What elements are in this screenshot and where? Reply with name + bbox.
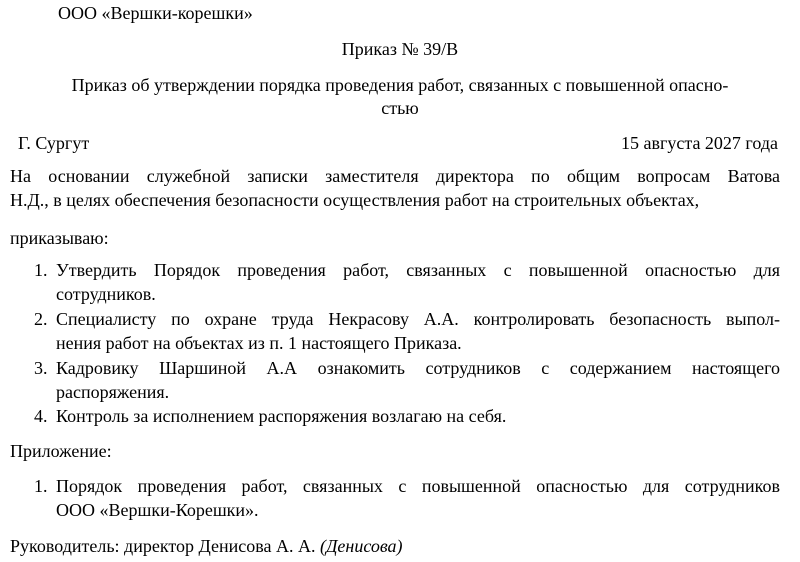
list-item-number: 1. xyxy=(34,260,48,280)
list-item-line-1: Кадровику Шаршиной А.А ознакомить сотрудников с содержанием настоящего xyxy=(56,358,780,378)
city: Г. Сургут xyxy=(18,133,90,153)
appendix-item-line-1: Порядок проведения работ, связанных с повышенной опасностью для сотрудников xyxy=(56,476,780,496)
signature-handwritten: (Денисова) xyxy=(319,536,403,556)
list-item-line-1: Специалисту по охране труда Некрасову А.А. контролировать безопасность выпол- xyxy=(56,309,780,329)
appendix-item-line-2: ООО «Вершки-Корешки». xyxy=(56,500,259,520)
order-number: Приказ № 39/В xyxy=(341,39,459,59)
order-date: 15 августа 2027 года xyxy=(621,133,778,153)
list-item-number: 4. xyxy=(34,406,48,426)
list-item-line-2: нения работ на объектах из п. 1 настоящего Приказа. xyxy=(56,333,462,353)
signature-label: Руководитель: директор Денисова А. А. xyxy=(10,536,316,556)
basis-line-1: На основании служебной записки заместителя директора по общим вопросам Ватова xyxy=(10,166,780,186)
order-word: приказываю: xyxy=(10,228,109,248)
company-name: ООО «Вершки-корешки» xyxy=(58,3,253,23)
list-item-line-2: сотрудников. xyxy=(56,284,156,304)
order-title-line-1: Приказ об утверждении порядка проведения работ, связанных с повышенной опасно- xyxy=(71,75,729,95)
list-item-number: 3. xyxy=(34,358,48,378)
appendix-item-number: 1. xyxy=(34,476,48,496)
list-item-line-1: Утвердить Порядок проведения работ, связанных с повышенной опасностью для xyxy=(56,260,780,280)
list-item-line-2: распоряжения. xyxy=(56,382,170,402)
list-item-number: 2. xyxy=(34,309,48,329)
appendix-label: Приложение: xyxy=(10,441,112,461)
signature-block xyxy=(10,535,403,557)
list-item-line-1: Контроль за исполнением распоряжения возлагаю на себя. xyxy=(56,406,507,426)
order-title-line-2: стью xyxy=(381,98,419,118)
basis-line-2: Н.Д., в целях обеспечения безопасности осуществления работ на строительных объектах, xyxy=(10,190,700,210)
